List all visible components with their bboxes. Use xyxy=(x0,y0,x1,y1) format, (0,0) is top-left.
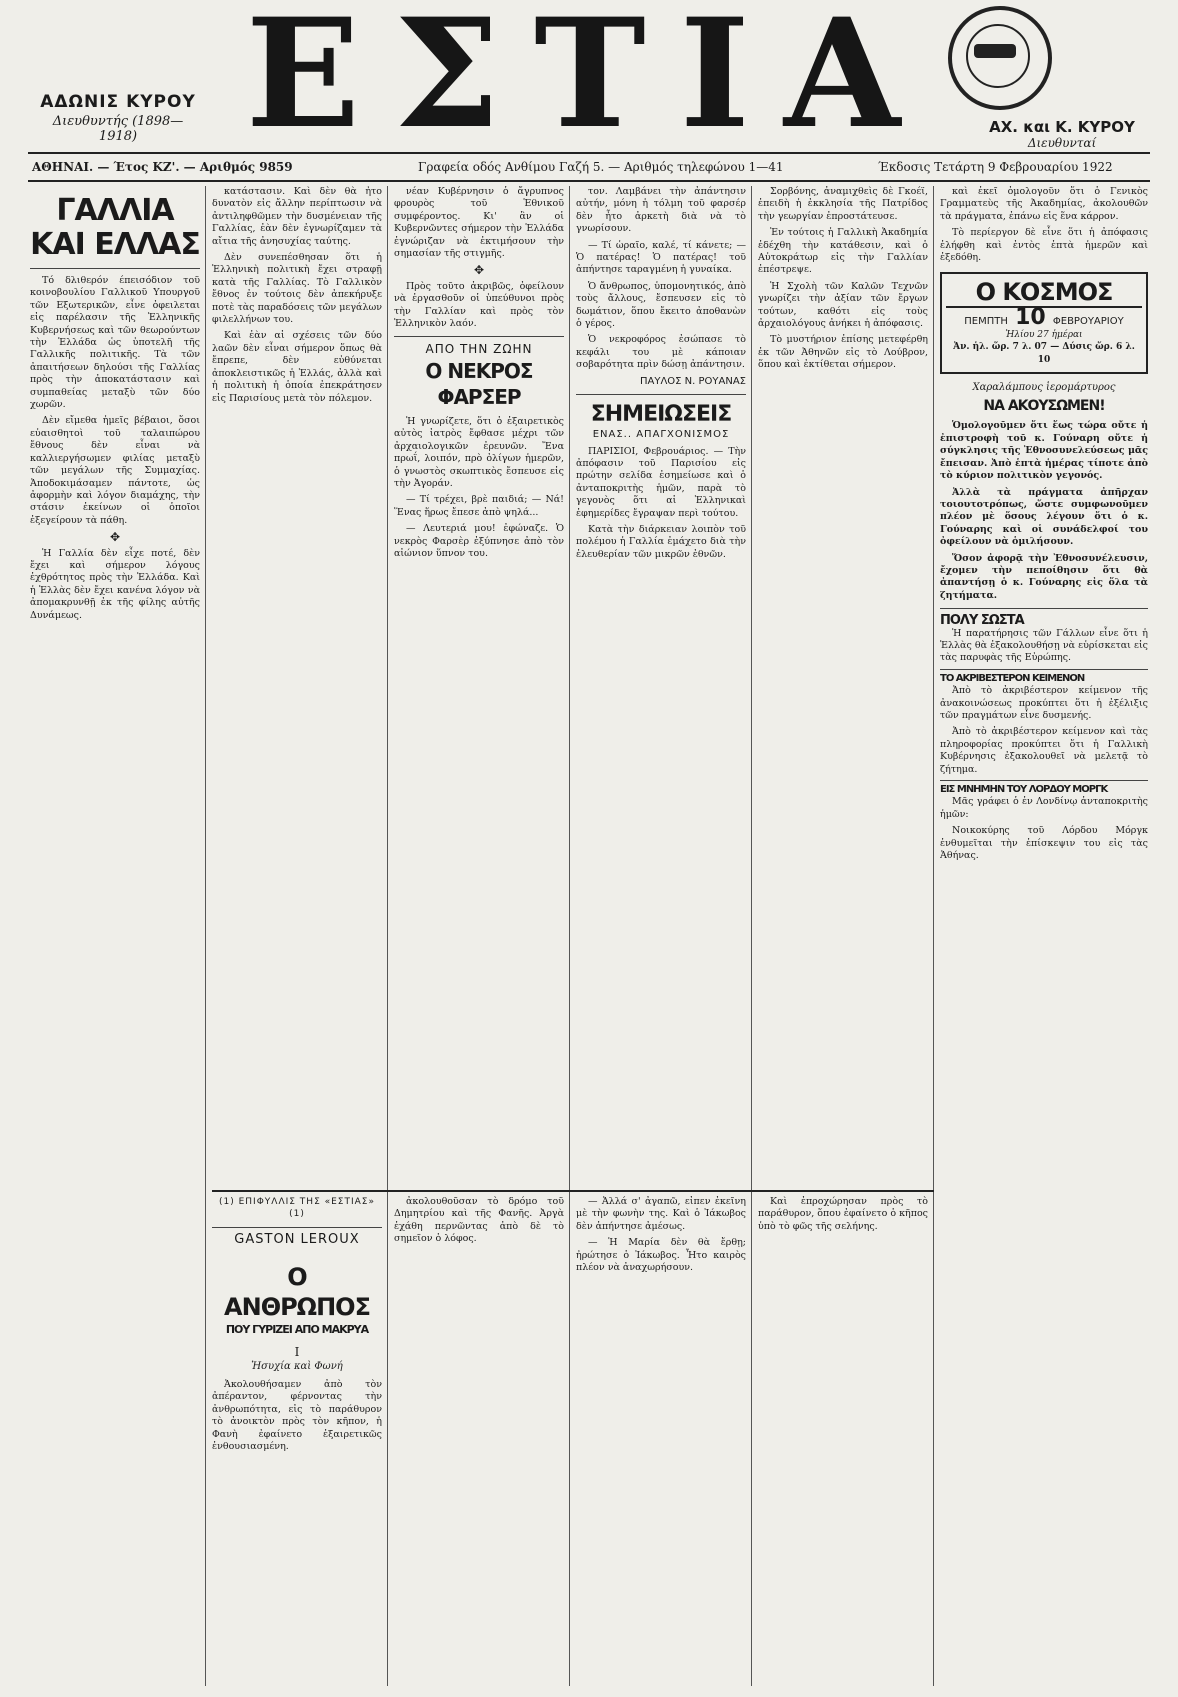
subheadline-apagxonismos: ΕΝΑΣ.. ΑΠΑΓΧΟΝΙΣΜΟΣ xyxy=(592,429,730,441)
directors-name: ΑΧ. και Κ. ΚΥΡΟΥ xyxy=(989,118,1135,136)
article-paragraph: Ἐν τούτοις ἡ Γαλλικὴ Ἀκαδημία ἐδέχθη τὴν κατάθεσιν, καὶ ὁ Αὐτοκράτωρ εἰς τὴν Γαλλίαν ἐπέστρεψε. xyxy=(758,227,928,276)
divider xyxy=(576,394,746,395)
article-paragraph: Πρὸς τοῦτο ἀκριβῶς, ὀφείλουν νὰ ἐργασθοῦν οἱ ὑπεύθυνοι πρὸς τὴν Γαλλίαν καὶ πρὸς τὸν Ἑλληνικὸν λαόν. xyxy=(394,280,564,330)
section-label: ΑΠΟ ΤΗΝ ΖΩΗΝ xyxy=(425,342,533,357)
dateline-issue: ΑΘΗΝΑΙ. — Έτος ΚΖ'. — Αριθμός 9859 xyxy=(32,160,293,174)
column-1 xyxy=(30,186,200,1686)
article-paragraph: νέαν Κυβέρνησιν ὁ ἄγρυπνος φρουρὸς τοῦ Ἑθνικοῦ συμφέροντος. Κι' ἂν οἱ Κυβερνῶντες σήμερον τὴν Ἑλλάδα ἐγνώριζαν νὰ ἐκτιμήσουν τὴν σημασίαν τῆς στιγμῆς. xyxy=(394,186,564,260)
feuilleton-paragraph: ἀκολουθοῦσαν τὸ δρόμο τοῦ Δημητρίου καὶ τῆς Φανῆς. Ἀργὰ ἐχάθη περνῶντας ἀπὸ δὲ τὸ σημεῖον ὁ λόφος. xyxy=(394,1196,564,1245)
masthead-title: ΕΣΤΙΑ xyxy=(245,0,935,162)
article-paragraph: Τὸ περίεργον δὲ εἶνε ὅτι ἡ ἀπόφασις ἐλήφθη καὶ ἐντὸς ἑπτὰ ἡμερῶν καὶ ἐξεδόθη. xyxy=(940,227,1148,264)
column-3 xyxy=(394,186,564,1166)
feuilleton-label: (1) ΕΠΙΦΥΛΛΙΣ ΤΗΣ «ΕΣΤΙΑΣ» (1) xyxy=(218,1197,375,1220)
dateline-date: Έκδοσις Τετάρτη 9 Φεβρουαρίου 1922 xyxy=(878,160,1113,174)
seal-logo xyxy=(948,6,1052,110)
article-paragraph: Ὅσον ἀφορᾷ τὴν Ἐθνοσυνέλευσιν, ἔχομεν τὴν πεποίθησιν ὅτι θὰ ἀπαντήσῃ ὁ κ. Γούναρης εἰς ὅλα τὰ ζητήματα. xyxy=(940,552,1148,601)
saint-of-day: Χαραλάμπους ἱερομάρτυρος xyxy=(972,382,1116,394)
article-paragraph: Ἡ γνωρίζετε, ὅτι ὁ ἐξαιρετικὸς αὐτὸς ἰατρὸς ἔφθασε μέχρι τῶν ἀρχαιολογικῶν ἐρευνῶν. Ἔνα πρωΐ, λοιπόν, πρὸ ὀλίγων ἡμερῶν, ὁ γνωστὸς σκωπτικὸς ἔσπευσε εἰς τὴν Ἀγοράν. xyxy=(394,415,564,489)
article-paragraph: Καὶ ἐὰν αἱ σχέσεις τῶν δύο λαῶν δὲν εἶναι σήμερον ὅπως θὰ ἔπρεπε, δὲν εὐθύνεται ἀποκλειστικῶς ἡ Ἑλλάς, ἀλλὰ καὶ ἡ πολιτικὴ ἡ ὁποία ἐπεκράτησεν εἰς Παρισίους μετὰ τὸν πόλεμον. xyxy=(212,330,382,404)
article-paragraph: Ἀλλὰ τὰ πράγματα ἀπῆρχαν τοιουτοτρόπως, ὥστε συμφωνοῦμεν πλέον μὲ ὅσους λέγουν ὅτι ὁ κ. Γούναρης καὶ οἱ συνάδελφοί του ὀφείλουν νὰ ὁμιλήσουν. xyxy=(940,486,1148,548)
article-paragraph: Ὁμολογοῦμεν ὅτι ἕως τώρα οὔτε ἡ ἐπιστροφὴ τοῦ κ. Γούναρη οὔτε ἡ σύγκλησις τῆς Ἐθνοσυνελεύσεως μᾶς ἔπεισαν. Ἀπὸ ἑπτὰ ἡμέρας τίποτε ἀπὸ τὸ κύριον πολιτικὸν γεγονός. xyxy=(940,420,1148,482)
article-paragraph: Τὸ μυστήριον ἐπίσης μετεφέρθη ἐκ τῶν Ἀθηνῶν εἰς τὸ Λούβρον, ὅπου καὶ ἐκτίθεται σήμερον. xyxy=(758,334,928,371)
subheadline-lordou-morgk: ΕΙΣ ΜΝΗΜΗΝ ΤΟΥ ΛΟΡΔΟΥ ΜΟΡΓΚ xyxy=(940,780,1148,796)
column-2 xyxy=(212,186,382,1166)
o-kosmos-sub2: Ἀν. ἡλ. ὥρ. 7 λ. 07 — Δύσις ὥρ. 6 λ. 10 xyxy=(953,342,1135,365)
o-kosmos-box xyxy=(940,272,1148,374)
article-paragraph: Κατὰ τὴν διάρκειαν λοιπὸν τοῦ πολέμου ἡ Γαλλία ἐμάχετο διὰ τὴν ἐλευθερίαν τῶν μικρῶν ἐθνῶν. xyxy=(576,523,746,560)
headline-gallia-kai-ellas: ΓΑΛΛΙΑ ΚΑΙ ΕΛΛΑΣ xyxy=(30,193,200,262)
divider xyxy=(30,268,200,269)
article-paragraph: ΠΑΡΙΣΙΟΙ, Φεβρουάριος. — Τὴν ἀπόφασιν τοῦ Παρισίου εἰς πρώτην σελίδα ἐσημείωσε καὶ ὁ ἀνταποκριτὴς ἡμῶν, παρὰ τὸ γεγονὸς ὅτι αἱ Ἑλληνικαὶ ἐφημερίδες ἔγραψαν περὶ τούτου. xyxy=(576,445,746,519)
subheadline-akrivesteron: ΤΟ ΑΚΡΙΒΕΣΤΕΡΟΝ ΚΕΙΜΕΝΟΝ xyxy=(940,669,1148,685)
feuilleton-chapter: I xyxy=(294,1345,300,1360)
feuilleton-column-3 xyxy=(576,1196,746,1686)
article-paragraph: Ὁ ἄνθρωπος, ὑπομονητικός, ἀπὸ τοὺς ἄλλους, ἔσπευσεν εἰς τὸ δωμάτιον, ὅπου ἔκειτο ἀποθανὼν ὁ γέρος. xyxy=(576,280,746,330)
headline-simeioseis: ΣΗΜΕΙΩΣΕΙΣ xyxy=(590,402,732,428)
article-paragraph: Ἀπὸ τὸ ἀκριβέστερον κείμενον καὶ τὰς πληροφορίας προκύπτει ὅτι ἡ Γαλλικὴ Κυβέρνησις ἐξακολουθεῖ νὰ μελετᾷ τὸ ζήτημα. xyxy=(940,726,1148,775)
feuilleton-paragraph: Ἀκολουθήσαμεν ἀπὸ τὸν ἀπέραντον, φέρνοντας τὴν ἀνθρωπότητα, εἰς τὸ παράθυρον τὸ ἀνοικτὸν πρὸς τὸν κῆπον, ἡ Φανὴ ἐφαίνετο ἐξαιρετικῶς ἐνθουσιασμένη. xyxy=(212,1379,382,1453)
article-paragraph: Δὲν εἴμεθα ἡμεῖς βέβαιοι, ὅσοι εὐαισθητοὶ τοῦ ταλαιπώρου ἔθνους δὲν εἶναι νὰ καλλιεργήσωμεν φιλίας μεταξὺ τῶν μεγάλων τῆς Συμμαχίας. Ἀποδοκιμάσαμεν πάντοτε, ὡς ἀφορμὴν καὶ λόγον διαμάχης, τὴν στάσιν ἐκείνων οἱ ὁποῖοι ἐξεγείρουν τὰ πάθη. xyxy=(30,415,200,526)
divider xyxy=(940,608,1148,609)
article-signature: ΠΑΥΛΟΣ Ν. ΡΟΥΑΝΑΣ xyxy=(639,375,746,387)
o-kosmos-month: ΦΕΒΡΟΥΑΡΙΟΥ xyxy=(1052,316,1124,328)
headline-na-akousomen: ΝΑ ΑΚΟΥΣΩΜΕΝ! xyxy=(983,398,1105,415)
article-paragraph: Νοικοκύρης τοῦ Λόρδου Μόργκ ἐνθυμεῖται τὴν ἐπίσκεψιν του εἰς τὰς Ἀθήνας. xyxy=(940,825,1148,862)
article-paragraph: Ὁ νεκροφόρος ἐσώπασε τὸ κεφάλι του μὲ κάποιαν σοβαρότητα πρὶν δώσῃ ἀπάντησιν. xyxy=(576,334,746,371)
o-kosmos-date xyxy=(946,305,1142,331)
article-paragraph: — Τί ὡραῖο, καλέ, τί κάνετε; — Ὁ πατέρας! Ὁ πατέρας! τοῦ ἀπήντησε ταραγμένη ἡ γυναίκα. xyxy=(576,239,746,276)
feuilleton-header-column xyxy=(212,1196,382,1686)
article-paragraph: καὶ ἐκεῖ ὁμολογοῦν ὅτι ὁ Γενικὸς Γραμματεὺς τῆς Ἀκαδημίας, ἀκολουθῶν τὰ πράγματα, ἐπάνω εἰς ἕνα κάρρον. xyxy=(940,186,1148,222)
article-paragraph: Μᾶς γράφει ὁ ἐν Λονδίνῳ ἀνταποκριτὴς ἡμῶν: xyxy=(940,796,1148,820)
o-kosmos-date-number: 10 xyxy=(1015,305,1046,331)
article-paragraph: Σορβόνης, ἀναμιχθεὶς δὲ Γκοέϊ, ἐπειδὴ ἡ ἐκκλησία τῆς Πατρίδος τὴν γεωργίαν ἐπροστάτευσε. xyxy=(758,186,928,222)
dateline-office: Γραφεία οδός Ανθίμου Γαζή 5. — Αριθμός τηλεφώνου 1—41 xyxy=(418,160,784,174)
founder-name: ΑΔΩΝΙΣ ΚΥΡΟΥ xyxy=(40,92,196,112)
column-rule xyxy=(933,186,934,1686)
directors-role: Διευθυνταί xyxy=(1027,136,1097,150)
pointing-hand-icon xyxy=(974,44,1016,58)
feuilleton-column-4 xyxy=(758,1196,928,1686)
feuilleton-title-2: ΠΟΥ ΓΥΡΙΖΕΙ ΑΠΟ ΜΑΚΡΥΑ xyxy=(225,1323,369,1337)
directors-block xyxy=(972,118,1152,150)
o-kosmos-sub1: Ἡλίου 27 ἡμέραι xyxy=(1005,329,1083,340)
column-rule xyxy=(751,186,752,1686)
ornament-icon: ✥ xyxy=(473,263,485,278)
column-6 xyxy=(940,186,1148,1686)
feuilleton-rule xyxy=(212,1190,934,1192)
feuilleton-column-2 xyxy=(394,1196,564,1686)
article-paragraph: Ἡ Γαλλία δὲν εἶχε ποτέ, δὲν ἔχει καὶ σήμερον λόγους ἐχθρότητος πρὸς τὴν Ἑλλάδα. Καὶ ἡ Ἑλλὰς δὲν ἔχει κανένα λόγον νὰ ἀπομακρυνθῇ ἐκ τῆς φίλης αὐτῆς Δυνάμεως. xyxy=(30,547,200,621)
o-kosmos-title: Ο ΚΟΣΜΟΣ xyxy=(946,278,1142,308)
column-rule xyxy=(387,186,388,1686)
headline-nekros-farser: Ο ΝΕΚΡΟΣ ΦΑΡΣΕΡ xyxy=(425,358,533,409)
feuilleton-title-1: Ο ΑΝΘΡΩΠΟΣ xyxy=(224,1263,370,1322)
feuilleton-paragraph: — Ἡ Μαρία δὲν θὰ ἔρθῃ; ἠρώτησε ὁ Ἰάκωβος. Ἦτο καιρὸς πλέον νὰ ἀναχωρήσουν. xyxy=(576,1237,746,1274)
divider xyxy=(212,1227,382,1228)
founder-role: Διευθυντής (1898—1918) xyxy=(52,114,184,144)
founder-block xyxy=(38,92,198,144)
feuilleton-paragraph: — Ἀλλά σ' ἀγαπῶ, εἶπεν ἐκεῖνη μὲ τὴν φωνὴν της. Καὶ ὁ Ἰάκωβος δὲν ἀπήντησε ἀμέσως. xyxy=(576,1196,746,1232)
article-paragraph: Δὲν συνεπέσθησαν ὅτι ἡ Ἑλληνικὴ πολιτικὴ ἔχει στραφῇ κατὰ τῆς Γαλλίας. Τὸ Γαλλικὸν ἔθνος ἐν τούτοις δὲν ἀπεκήρυξε ποτὲ τὰς παραδόσεις τῶν μεγάλων φιλελλήνων του. xyxy=(212,252,382,326)
article-paragraph: κατάστασιν. Καὶ δὲν θὰ ἦτο δυνατὸν εἰς ἄλλην περίπτωσιν νὰ ἀντιληφθῶμεν τὴν δυσμένειαν τῆς Γαλλίας, ἐὰν δὲν ἐγνωρίζαμεν τὰ αἴτια τῆς ἀνησυχίας ταύτης. xyxy=(212,186,382,247)
article-paragraph: Ἡ Σχολὴ τῶν Καλῶν Τεχνῶν γνωρίζει τὴν ἀξίαν τῶν ἔργων τούτων, καθότι εἰς τοὺς ἀρχαιολόγους ἀνήκει ἡ ἀπόφασις. xyxy=(758,280,928,330)
subheadline-poly-sosta: ΠΟΛΥ ΣΩΣΤΑ xyxy=(940,613,1024,629)
column-rule xyxy=(205,186,206,1686)
column-rule xyxy=(569,186,570,1686)
feuilleton-author: GASTON LEROUX xyxy=(234,1231,360,1247)
article-paragraph: — Τί τρέχει, βρὲ παιδιά; — Νά! Ἕνας ἥρως ἔπεσε ἀπὸ ψηλά... xyxy=(394,494,564,518)
article-paragraph: Ἀπὸ τὸ ἀκριβέστερον κείμενον τῆς ἀνακοινώσεως προκύπτει ὅτι ἡ ἐξέλιξις τῶν πραγμάτων εἶνε δυσμενής. xyxy=(940,685,1148,721)
dateline xyxy=(28,152,1150,182)
column-4 xyxy=(576,186,746,1166)
o-kosmos-day: ΠΕΜΠΤΗ xyxy=(964,316,1008,328)
article-paragraph: — Λευτεριά μου! ἐφώναζε. Ὁ νεκρὸς Φαρσὲρ ἐξύπνησε ἀπὸ τὸν αἰώνιον ὕπνον του. xyxy=(394,523,564,559)
column-5 xyxy=(758,186,928,1166)
article-paragraph: Τό δλιθερόν έπεισόδιον τοῦ κοινοβουλίου Γαλλικοῦ Υπουργοῦ τῶν Εξωτερικῶν, εἶνε ὀφειλεται εἰς παρέλασιν τῆς Ἑλληνικῆς Κυβερνήσεως καὶ τῶν θεωρούντων τὴν Ἑλλάδα ὡς ὑποτελῆ τῆς Γαλλικῆς πολιτικῆς. Τὰ τῶν ἀπαιτήσεων δηλούσι τῆς Γαλλίας πρὸς τὴν ἀποκατάστασιν καὶ συμπαθείας μεταξὺ τῶν δύο χωρῶν. xyxy=(30,275,200,411)
divider xyxy=(394,336,564,337)
article-paragraph: τον. Λαμβάνει τὴν ἀπάντησιν αὐτήν, μόνη ἡ τόλμη τοῦ φαρσέρ δὲν ἦτο ἀρκετὴ διὰ νὰ τὸ γνωρίσουν. xyxy=(576,186,746,235)
ornament-icon: ✥ xyxy=(109,530,121,545)
article-paragraph: Ἡ παρατήρησις τῶν Γάλλων εἶνε ὅτι ἡ Ἑλλὰς θὰ ἐξακολουθήσῃ νὰ εὑρίσκεται εἰς τὰς παρυφὰς τῆς Εὐρώπης. xyxy=(940,627,1148,664)
feuilleton-chapter-title: Ἡσυχία καὶ Φωνή xyxy=(251,1360,343,1372)
feuilleton-paragraph: Καὶ ἐπροχώρησαν πρὸς τὸ παράθυρον, ὅπου ἐφαίνετο ὁ κῆπος ὑπὸ τὸ φῶς τῆς σελήνης. xyxy=(758,1196,928,1232)
